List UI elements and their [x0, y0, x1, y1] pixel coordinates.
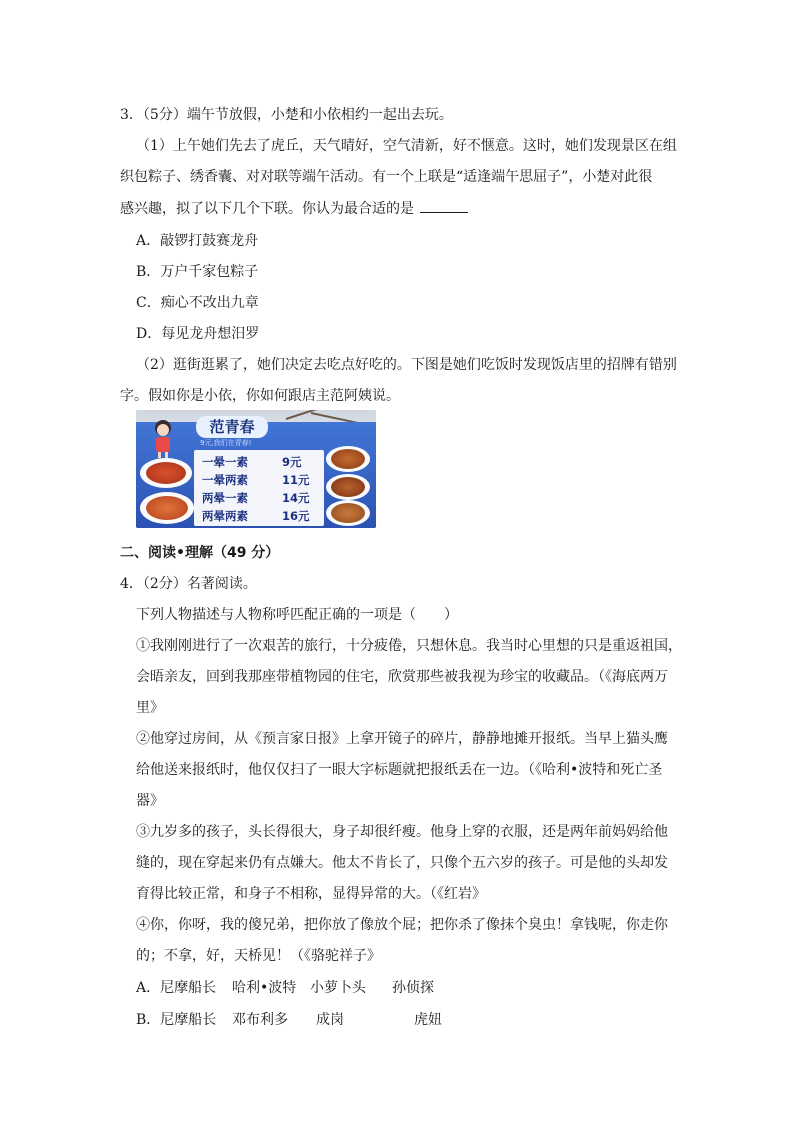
- q4-passage-line: ①我刚刚进行了一次艰苦的旅行，十分疲倦，只想休息。我当时心里想的只是重返祖国，: [136, 638, 682, 654]
- q4-passage-line: 缝的，现在穿起来仍有点嫌大。他太不肯长了，只像个五六岁的孩子。可是他的头却发: [136, 855, 668, 871]
- q4-option-a-name4: 孙侦探: [392, 980, 434, 996]
- menu-row: [202, 508, 310, 524]
- menu-item: 两晕两素: [202, 509, 248, 523]
- q4-passage-line: 给他送来报纸时，他仅仅扫了一眼大字标题就把报纸丢在一边。（《哈利•波特和死亡圣: [136, 762, 663, 778]
- q3-p2-line2: 字。假如你是小依，你如何跟店主范阿姨说。: [120, 388, 400, 404]
- menu-price: 14元: [282, 491, 310, 505]
- q3-title: 3．（5分）端午节放假，小楚和小依相约一起出去玩。: [120, 107, 453, 123]
- q3-p1-line3-text: 感兴趣，拟了以下几个下联。你认为最合适的是: [120, 201, 414, 217]
- q3-p1-line3: [120, 198, 468, 218]
- q4-prompt: 下列人物描述与人物称呼匹配正确的一项是（ ）: [136, 607, 458, 623]
- q4-passage-line: 育得比较正常，和身子不相称，显得异常的大。（《红岩》: [136, 886, 486, 902]
- q4-passage-line: ④你，你呀，我的傻兄弟，把你放了像放个屁；把你杀了像抹个臭虫！拿钱呢，你走你: [136, 917, 668, 933]
- q4-option-b-name4: 虎妞: [414, 1012, 442, 1028]
- q3-option-b[interactable]: B．万户千家包粽子: [136, 264, 259, 280]
- q3-option-d[interactable]: D．每见龙舟想汨罗: [136, 326, 260, 342]
- option-label: B．尼摩船长: [136, 1012, 217, 1028]
- q4-passage-line: 里》: [136, 700, 164, 716]
- q3-option-c[interactable]: C．痴心不改出九章: [136, 295, 259, 311]
- q4-passage-line: 器》: [136, 793, 164, 809]
- q3-p1-line1: （1）上午她们先去了虎丘，天气晴好，空气清新，好不惬意。这时，她们发现景区在组: [136, 138, 677, 154]
- food-dish-image: [331, 449, 365, 469]
- restaurant-sign-photo: [136, 410, 376, 528]
- q4-option-a-name3: 小萝卜头: [310, 980, 366, 996]
- q4-option-b-name3: 成岗: [316, 1012, 344, 1028]
- sign-slogan: 9元,我们在青春!: [200, 439, 252, 447]
- sign-logo: 范青春: [196, 416, 268, 438]
- menu-item: 两晕一素: [202, 491, 248, 505]
- menu-row: [202, 490, 310, 506]
- q3-option-a[interactable]: A．敲锣打鼓赛龙舟: [136, 233, 259, 249]
- menu-price: 9元: [282, 455, 302, 469]
- mascot-girl-icon: [148, 418, 178, 458]
- q4-option-a[interactable]: [136, 977, 216, 997]
- food-dish-image: [331, 477, 365, 497]
- q4-passage-line: 的；不拿，好，天桥见！（《骆驼祥子》: [136, 948, 381, 964]
- answer-blank[interactable]: [420, 200, 468, 213]
- q3-p1-line2: 织包粽子、绣香囊、对对联等端午活动。有一个上联是“适逢端午思屈子”，小楚对此很: [120, 169, 653, 185]
- q4-title: 4．（2分）名著阅读。: [120, 576, 257, 592]
- menu-item: 一晕一素: [202, 455, 248, 469]
- menu-price: 11元: [282, 473, 310, 487]
- q4-option-a-name2: 哈利•波特: [232, 980, 297, 996]
- menu-row: [202, 454, 302, 470]
- q4-option-b[interactable]: [136, 1009, 216, 1029]
- food-dish-image: [146, 496, 188, 520]
- q3-p2-line1: （2）逛街逛累了，她们决定去吃点好吃的。下图是她们吃饭时发现饭店里的招牌有错别: [136, 357, 677, 373]
- food-dish-image: [146, 462, 186, 484]
- q4-passage-line: 会晤亲友，回到我那座带植物园的住宅，欣赏那些被我视为珍宝的收藏品。（《海底两万: [136, 669, 668, 685]
- q4-passage-line: ③九岁多的孩子，头长得很大，身子却很纤瘦。他身上穿的衣服，还是两年前妈妈给他: [136, 824, 668, 840]
- menu-item: 一晕两素: [202, 473, 248, 487]
- menu-row: [202, 472, 310, 488]
- food-dish-image: [331, 503, 365, 523]
- menu-price: 16元: [282, 509, 310, 523]
- section-heading: 二、阅读•理解（49 分）: [120, 545, 280, 561]
- option-label: A．尼摩船长: [136, 980, 217, 996]
- q4-passage-line: ②他穿过房间，从《预言家日报》上拿开镜子的碎片，静静地摊开报纸。当早上猫头鹰: [136, 731, 668, 747]
- q4-option-b-name2: 邓布利多: [232, 1012, 288, 1028]
